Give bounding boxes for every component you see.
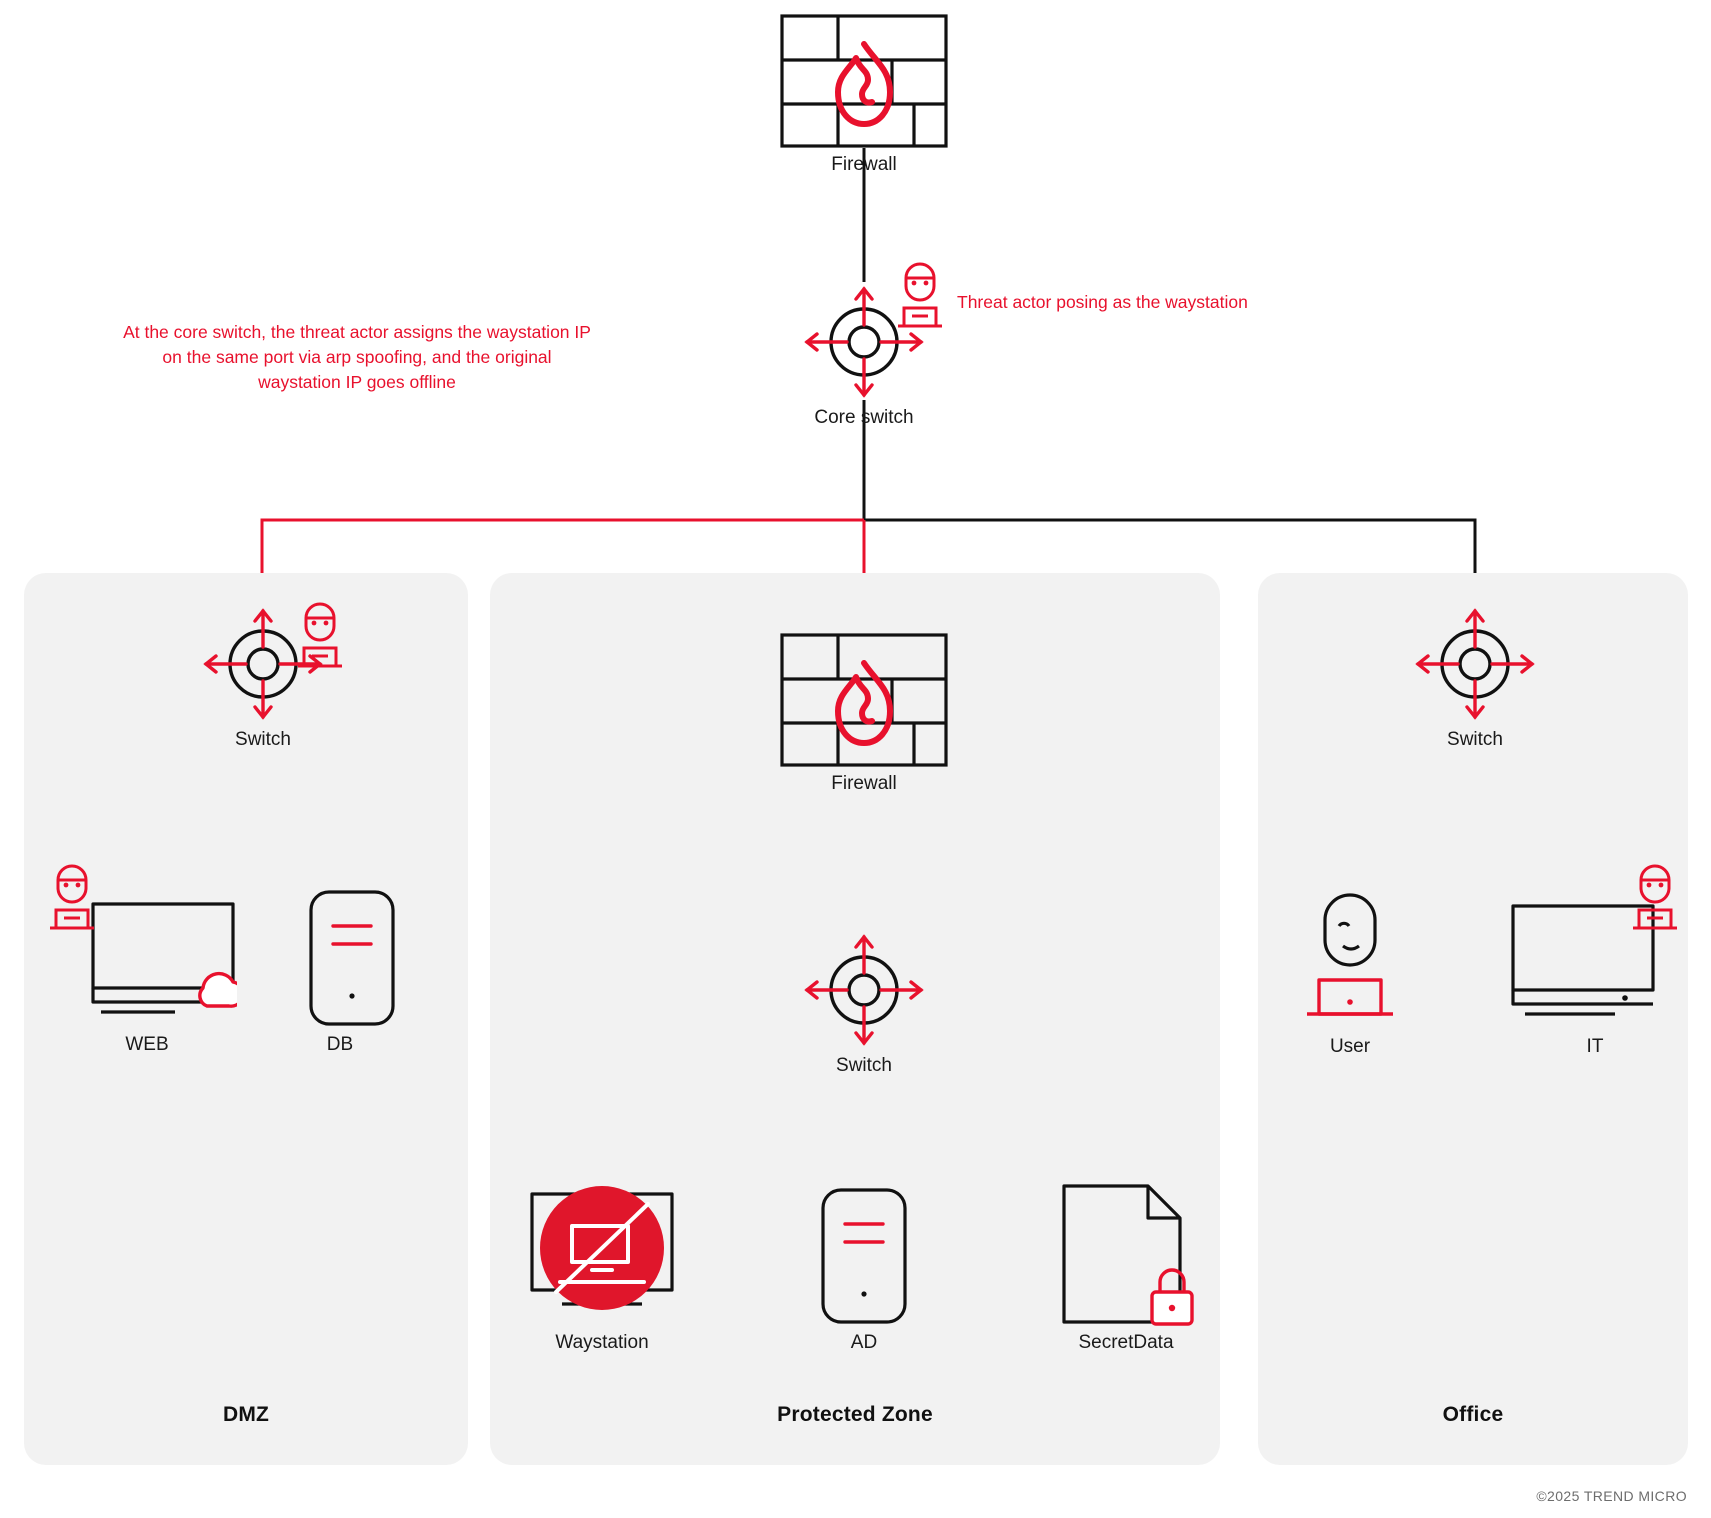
threat-actor-dmz-switch bbox=[290, 598, 350, 676]
annotation-core-switch: At the core switch, the threat actor assigns the waystation IP on the same port via arp spoofing, and the original waystation IP goes offline bbox=[123, 322, 591, 392]
person-laptop-icon bbox=[1285, 890, 1415, 1030]
database-icon bbox=[285, 888, 395, 1028]
node-pz-secretdata[interactable] bbox=[1040, 1182, 1212, 1354]
node-office-user[interactable] bbox=[1285, 890, 1415, 1058]
document-lock-icon bbox=[1040, 1182, 1212, 1326]
node-dmz-db[interactable] bbox=[285, 888, 395, 1056]
node-pz-firewall[interactable] bbox=[780, 633, 948, 795]
node-label-pz-firewall: Firewall bbox=[831, 773, 897, 794]
node-label-dmz-web: WEB bbox=[125, 1034, 169, 1055]
threat-actor-icon bbox=[290, 598, 350, 676]
node-office-switch[interactable] bbox=[1391, 605, 1559, 751]
threat-actor-icon bbox=[42, 860, 102, 938]
threat-actor-core bbox=[890, 258, 950, 336]
monitor-offline-icon bbox=[516, 1186, 688, 1326]
node-label-office-it: IT bbox=[1586, 1036, 1604, 1057]
firewall-icon bbox=[780, 633, 948, 767]
node-label-pz-waystation: Waystation bbox=[555, 1332, 649, 1353]
annotation-threat-actor: Threat actor posing as the waystation bbox=[957, 292, 1248, 312]
node-label-core-switch: Core switch bbox=[814, 407, 914, 428]
node-firewall-top[interactable] bbox=[780, 14, 948, 176]
threat-actor-web bbox=[42, 860, 102, 938]
threat-actor-it bbox=[1625, 860, 1685, 938]
threat-actor-icon bbox=[1625, 860, 1685, 938]
zone-label-dmz: DMZ bbox=[222, 1403, 270, 1426]
node-label-pz-secretdata: SecretData bbox=[1078, 1332, 1174, 1353]
threat-actor-icon bbox=[890, 258, 950, 336]
node-label-office-switch: Switch bbox=[1447, 729, 1503, 750]
node-pz-waystation[interactable] bbox=[516, 1186, 688, 1354]
zone-label-office: Office bbox=[1442, 1403, 1504, 1426]
switch-icon bbox=[780, 931, 948, 1049]
zone-label-protected: Protected Zone bbox=[777, 1403, 933, 1426]
node-label-pz-switch: Switch bbox=[836, 1055, 892, 1076]
server-icon bbox=[809, 1186, 919, 1326]
node-pz-ad[interactable] bbox=[809, 1186, 919, 1354]
switch-icon bbox=[1391, 605, 1559, 723]
node-pz-switch[interactable] bbox=[780, 931, 948, 1077]
copyright-notice: ©2025 TREND MICRO bbox=[1536, 1488, 1687, 1504]
node-label-office-user: User bbox=[1329, 1036, 1371, 1057]
node-label-dmz-db: DB bbox=[326, 1034, 354, 1055]
node-label-pz-ad: AD bbox=[850, 1332, 878, 1353]
node-label-firewall-top: Firewall bbox=[831, 154, 897, 175]
firewall-icon bbox=[780, 14, 948, 148]
node-label-dmz-switch: Switch bbox=[235, 729, 291, 750]
